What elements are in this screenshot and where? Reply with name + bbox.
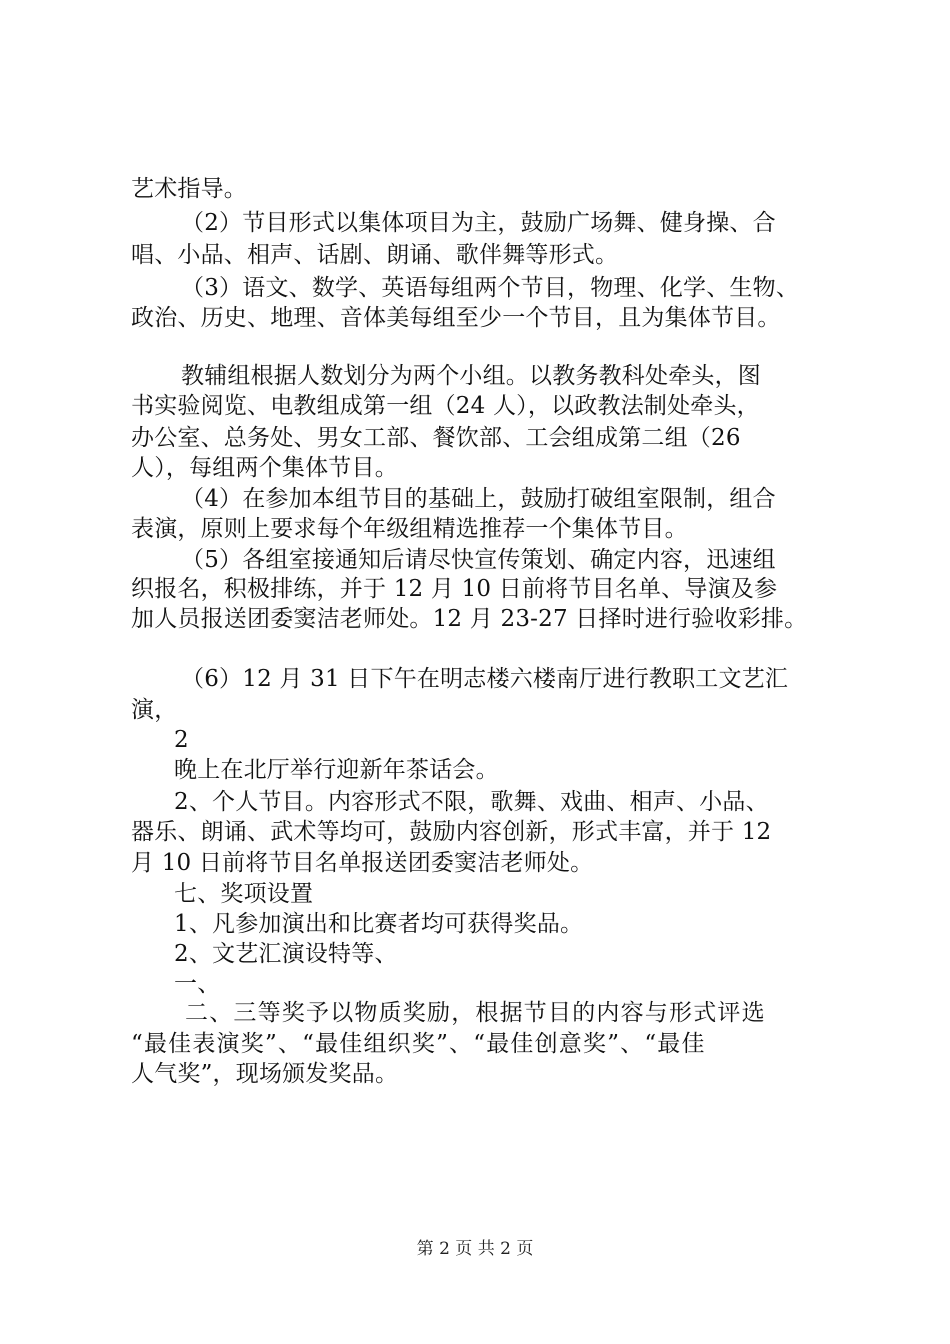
text-line: （5）各组室接通知后请尽快宣传策划、确定内容，迅速组 [181, 547, 776, 573]
text-line: 表演，原则上要求每个年级组精选推荐一个集体节目。 [131, 516, 688, 542]
text-line: 办公室、总务处、男女工部、餐饮部、工会组成第二组（26 [131, 425, 741, 451]
text-line: （4）在参加本组节目的基础上，鼓励打破组室限制，组合 [181, 486, 776, 512]
text-line: 政治、历史、地理、音体美每组至少一个节目，且为集体节目。 [131, 305, 781, 331]
text-line: 艺术指导。 [131, 176, 247, 202]
text-line: “最佳表演奖”、“最佳组织奖”、“最佳创意奖”、“最佳 [131, 1031, 706, 1057]
text-line: （2）节目形式以集体项目为主，鼓励广场舞、健身操、合 [181, 210, 776, 236]
text-line: 2、个人节目。内容形式不限，歌舞、戏曲、相声、小品、 [174, 789, 769, 815]
text-line: 器乐、朗诵、武术等均可，鼓励内容创新，形式丰富，并于 12 [131, 819, 772, 845]
text-line: （3）语文、数学、英语每组两个节目，物理、化学、生物、 [181, 275, 800, 301]
page-footer: 第 2 页 共 2 页 [416, 1239, 534, 1259]
text-line: 教辅组根据人数划分为两个小组。以教务教科处牵头，图 [181, 363, 761, 389]
text-line: （6）12 月 31 日下午在明志楼六楼南厅进行教职工文艺汇 [181, 666, 789, 692]
text-line: 一、 [174, 971, 221, 997]
text-line: 二、三等奖予以物质奖励，根据节目的内容与形式评选 [185, 1000, 766, 1026]
text-line: 月 10 日前将节目名单报送团委窦洁老师处。 [131, 850, 594, 876]
text-line: 人气奖”，现场颁发奖品。 [131, 1061, 399, 1087]
text-line: 1、凡参加演出和比赛者均可获得奖品。 [174, 911, 584, 937]
text-line: 2 [174, 727, 189, 753]
text-line: 晚上在北厅举行迎新年茶话会。 [174, 757, 499, 783]
text-line: 加人员报送团委窦洁老师处。12 月 23-27 日择时进行验收彩排。 [131, 606, 808, 632]
text-line: 唱、小品、相声、话剧、朗诵、歌伴舞等形式。 [131, 242, 619, 268]
section-heading: 七、奖项设置 [174, 881, 314, 907]
text-line: 书实验阅览、电教组成第一组（24 人），以政教法制处牵头， [131, 393, 760, 419]
text-line: 2、文艺汇演设特等、 [174, 941, 398, 967]
text-line: 人），每组两个集体节目。 [131, 455, 398, 481]
text-line: 演， [131, 697, 178, 723]
text-line: 织报名，积极排练，并于 12 月 10 日前将节目名单、导演及参 [131, 576, 778, 602]
